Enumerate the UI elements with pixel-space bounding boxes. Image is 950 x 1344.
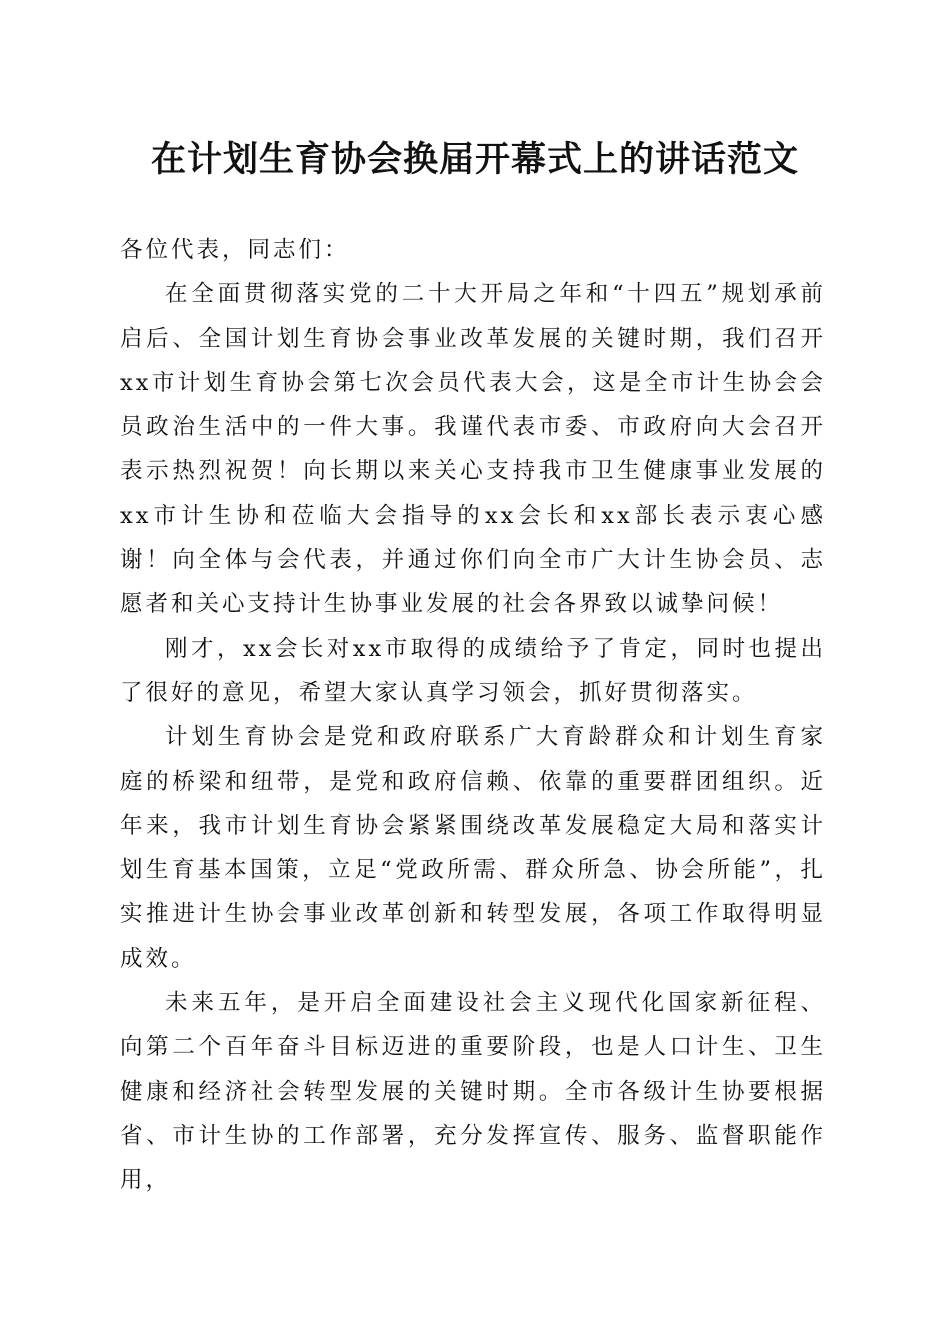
document-title: 在计划生育协会换届开幕式上的讲话范文 bbox=[150, 139, 799, 180]
document-body bbox=[120, 228, 826, 1203]
paragraph-opening: 在全面贯彻落实党的二十大开局之年和“十四五”规划承前启后、全国计划生育协会事业改革发展的关键时期，我们召开xx市计划生育协会第七次会员代表大会，这是全市计生协会会员政治生活中的一件大事。我谨代表市委、市政府向大会召开表示热烈祝贺！向长期以来关心支持我市卫生健康事业发展的xx市计生协和莅临大会指导的xx会长和xx部长表示衷心感谢！向全体与会代表，并通过你们向全市广大计生协会员、志愿者和关心支持计生协事业发展的社会各界致以诚挚问候！ bbox=[120, 281, 826, 618]
paragraph-remarks: 刚才，xx会长对xx市取得的成绩给予了肯定，同时也提出了很好的意见，希望大家认真学习领会，抓好贯彻落实。 bbox=[120, 635, 826, 706]
paragraph-next-five-years: 未来五年，是开启全面建设社会主义现代化国家新征程、向第二个百年奋斗目标迈进的重要阶段，也是人口计生、卫生健康和经济社会转型发展的关键时期。全市各级计生协要根据省、市计生协的工作部署，充分发挥宣传、服务、监督职能作用， bbox=[120, 990, 826, 1194]
paragraph-association-role: 计划生育协会是党和政府联系广大育龄群众和计划生育家庭的桥梁和纽带，是党和政府信赖、依靠的重要群团组织。近年来，我市计划生育协会紧紧围绕改革发展稳定大局和落实计划生育基本国策，立足“党政所需、群众所急、协会所能”，扎实推进计生协会事业改革创新和转型发展，各项工作取得明显成效。 bbox=[120, 724, 826, 972]
salutation: 各位代表，同志们： bbox=[120, 237, 350, 263]
